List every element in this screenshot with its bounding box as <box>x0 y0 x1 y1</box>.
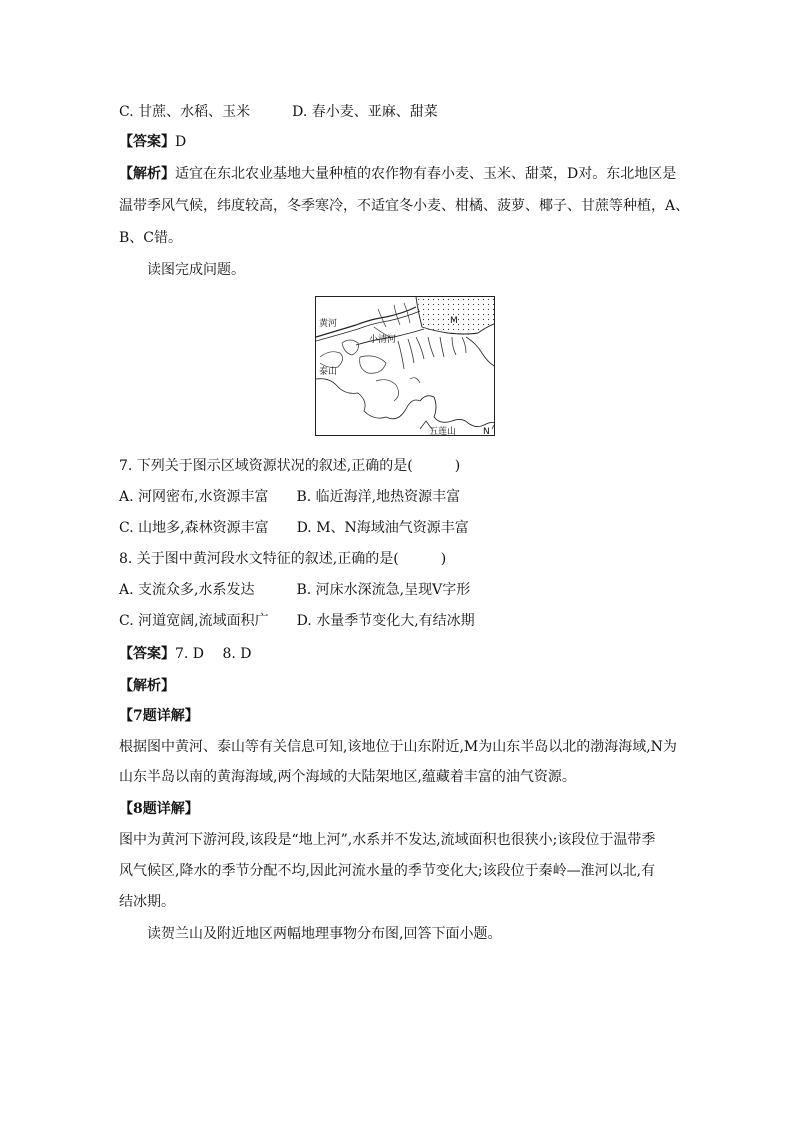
read-map-prompt: 读图完成问题。 <box>147 262 245 278</box>
answer-label: 【答案】 <box>119 134 175 150</box>
analysis-line-1 <box>119 164 679 184</box>
q8-detail-line-2: 风气候区,降水的季节分配不均,因此河流水量的季节变化大;该段位于秦岭—淮河以北,有 <box>119 863 656 879</box>
answer-line <box>119 132 679 152</box>
map-drawing <box>316 297 495 436</box>
q7-option-d: D. M、N海域油气资源丰富 <box>296 520 469 536</box>
question-7-row-cd <box>119 518 679 538</box>
answers-label: 【答案】 <box>119 646 175 662</box>
map-label-taishan: 泰山 <box>319 367 338 377</box>
question-7: 7. 下列关于图示区域资源状况的叙述,正确的是( ) <box>119 458 461 474</box>
answers-value: 7. D 8. D <box>175 646 252 662</box>
q7-option-c: C. 山地多,森林资源丰富 <box>119 520 269 536</box>
map-label-huanghe: 黄河 <box>319 319 338 329</box>
analysis-line-3: B、C错。 <box>119 230 182 246</box>
south-coastline <box>420 396 495 427</box>
map-label-xiaoqinghe: 小清河 <box>369 335 397 345</box>
q7-option-a: A. 河网密布,水资源丰富 <box>119 489 269 505</box>
analysis-line-2: 温带季风气候，纬度较高，冬季寒冷，不适宜冬小麦、柑橘、菠萝、椰子、甘蔗等种植，A、 <box>119 198 690 214</box>
map-label-n: N <box>483 427 490 436</box>
map-label-wulianshan: 五莲山 <box>429 427 457 436</box>
q8-detail-line-3: 结冰期。 <box>119 894 175 910</box>
question-7-row-ab <box>119 487 679 507</box>
option-c: C. 甘蔗、水稻、玉米 <box>119 104 251 120</box>
question-8-row-cd <box>119 611 679 631</box>
question-8: 8. 关于图中黄河段水文特征的叙述,正确的是( ) <box>119 551 447 567</box>
q8-detail-heading: 【8题详解】 <box>119 801 199 817</box>
analysis-text: 适宜在东北农业基地大量种植的农作物有春小麦、玉米、甜菜，D对。东北地区是 <box>175 166 677 182</box>
analysis-heading: 【解析】 <box>119 678 175 694</box>
q8-option-a: A. 支流众多,水系发达 <box>119 582 255 598</box>
q8-option-c: C. 河道宽阔,流域面积广 <box>119 613 269 629</box>
q7-option-b: B. 临近海洋,地热资源丰富 <box>296 489 461 505</box>
q7-detail-heading: 【7题详解】 <box>119 708 199 724</box>
analysis-label: 【解析】 <box>119 166 175 182</box>
option-d: D. 春小麦、亚麻、甜菜 <box>292 104 438 120</box>
q7-detail-line-2: 山东半岛以南的黄海海域,两个海域的大陆架地区,蕴藏着丰富的油气资源。 <box>119 769 576 785</box>
answers-line <box>119 644 679 664</box>
option-row-c-d <box>119 102 679 122</box>
shandong-map-figure <box>315 296 495 436</box>
next-question-prompt: 读贺兰山及附近地区两幅地理事物分布图,回答下面小题。 <box>147 926 502 942</box>
q7-detail-line-1: 根据图中黄河、泰山等有关信息可知,该地位于山东附近,M为山东半岛以北的渤海海域,N为 <box>119 739 677 755</box>
east-coastline <box>466 337 495 367</box>
answer-value: D <box>175 134 187 150</box>
map-label-m: M <box>450 316 458 326</box>
q8-option-b: B. 河床水深流急,呈现V字形 <box>296 582 471 598</box>
q8-detail-line-1: 图中为黄河下游河段,该段是“地上河”,水系并不发达,流域面积也很狭小;该段位于温带季 <box>119 832 656 848</box>
q8-option-d: D. 水量季节变化大,有结冰期 <box>296 613 475 629</box>
question-8-row-ab <box>119 580 679 600</box>
